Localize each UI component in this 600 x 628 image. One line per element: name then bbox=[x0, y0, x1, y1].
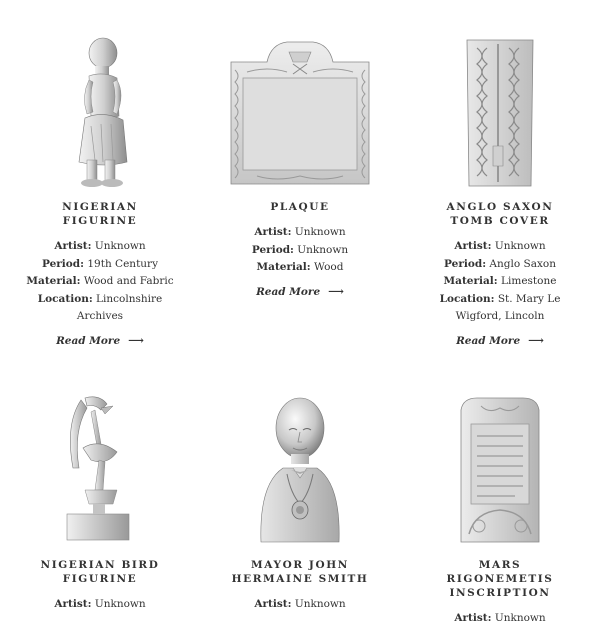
artifact-details bbox=[400, 610, 600, 628]
artifact-details bbox=[200, 596, 400, 614]
detail-period bbox=[425, 256, 575, 274]
detail-material bbox=[25, 273, 175, 291]
inscription-image[interactable] bbox=[455, 394, 545, 546]
artifact-details bbox=[0, 596, 200, 614]
detail-value: Limestone bbox=[501, 275, 557, 287]
detail-location bbox=[25, 291, 175, 326]
detail-label: Artist: bbox=[454, 612, 492, 624]
detail-period bbox=[225, 242, 375, 260]
plaque-image[interactable] bbox=[227, 36, 373, 188]
detail-value: Unknown bbox=[294, 226, 346, 238]
detail-value: Wood and Fabric bbox=[83, 275, 174, 287]
artifact-title: PLAQUE bbox=[270, 201, 330, 213]
detail-label: Artist: bbox=[54, 240, 92, 252]
arrow-right-icon: ⟶ bbox=[528, 333, 544, 347]
artifact-title: NIGERIAN FIGURINE bbox=[62, 201, 138, 227]
detail-location bbox=[425, 291, 575, 326]
detail-value: Unknown bbox=[297, 243, 349, 256]
artifact-details bbox=[0, 238, 200, 326]
detail-label: Period: bbox=[251, 243, 294, 256]
detail-label: Artist: bbox=[254, 598, 292, 610]
artifact-title: ANGLO SAXON TOMB COVER bbox=[446, 201, 554, 227]
artifact-card bbox=[0, 394, 200, 614]
read-more-link[interactable] bbox=[56, 334, 144, 347]
detail-value: Anglo Saxon bbox=[489, 257, 556, 270]
read-more-label: Read More bbox=[256, 285, 321, 298]
detail-label: Artist: bbox=[54, 598, 92, 610]
read-more-label: Read More bbox=[56, 334, 121, 347]
detail-artist bbox=[25, 596, 175, 614]
detail-artist bbox=[225, 596, 375, 614]
read-more-link[interactable] bbox=[456, 334, 544, 347]
artifact-title: NIGERIAN BIRD FIGURINE bbox=[40, 559, 160, 585]
artifact-card bbox=[400, 36, 600, 348]
detail-label: Material: bbox=[256, 261, 311, 273]
artifact-card bbox=[400, 394, 600, 628]
artifact-card bbox=[200, 394, 400, 614]
detail-label: Period: bbox=[41, 257, 85, 270]
mayor-bust-image[interactable] bbox=[255, 394, 345, 546]
artifact-card bbox=[0, 36, 200, 348]
read-more-label: Read More bbox=[456, 334, 521, 347]
detail-artist bbox=[425, 238, 575, 256]
detail-value: St. Mary Le Wigford, Lincoln bbox=[455, 292, 561, 322]
detail-artist bbox=[425, 610, 575, 628]
bird-figurine-image[interactable] bbox=[55, 394, 145, 546]
detail-artist bbox=[25, 238, 175, 256]
detail-label: Material: bbox=[26, 275, 81, 287]
artifact-details bbox=[200, 224, 400, 277]
arrow-right-icon: ⟶ bbox=[128, 333, 144, 347]
read-more-link[interactable] bbox=[256, 285, 344, 298]
detail-label: Location: bbox=[37, 292, 93, 305]
detail-label: Period: bbox=[444, 257, 487, 270]
detail-value: 19th Century bbox=[87, 257, 158, 270]
detail-value: Unknown bbox=[94, 240, 146, 252]
detail-material bbox=[425, 273, 575, 291]
detail-period bbox=[25, 256, 175, 274]
detail-material bbox=[225, 259, 375, 277]
detail-value: Wood bbox=[314, 261, 344, 273]
detail-label: Location: bbox=[439, 292, 495, 305]
detail-label: Artist: bbox=[254, 226, 292, 238]
detail-value: Unknown bbox=[494, 612, 546, 624]
detail-value: Lincolnshire Archives bbox=[76, 292, 163, 322]
nigerian-figurine-image[interactable] bbox=[55, 36, 145, 188]
detail-label: Material: bbox=[443, 275, 498, 287]
artifact-details bbox=[400, 238, 600, 326]
detail-value: Unknown bbox=[94, 598, 146, 610]
detail-label: Artist: bbox=[454, 240, 492, 252]
arrow-right-icon: ⟶ bbox=[328, 284, 344, 298]
artifact-card bbox=[200, 36, 400, 299]
artifact-title: MAYOR JOHN HERMAINE SMITH bbox=[231, 559, 369, 585]
artifact-title: MARS RIGONEMETIS INSCRIPTION bbox=[446, 559, 554, 599]
detail-value: Unknown bbox=[494, 240, 546, 252]
detail-artist bbox=[225, 224, 375, 242]
tomb-cover-image[interactable] bbox=[465, 36, 535, 188]
detail-value: Unknown bbox=[294, 598, 346, 610]
